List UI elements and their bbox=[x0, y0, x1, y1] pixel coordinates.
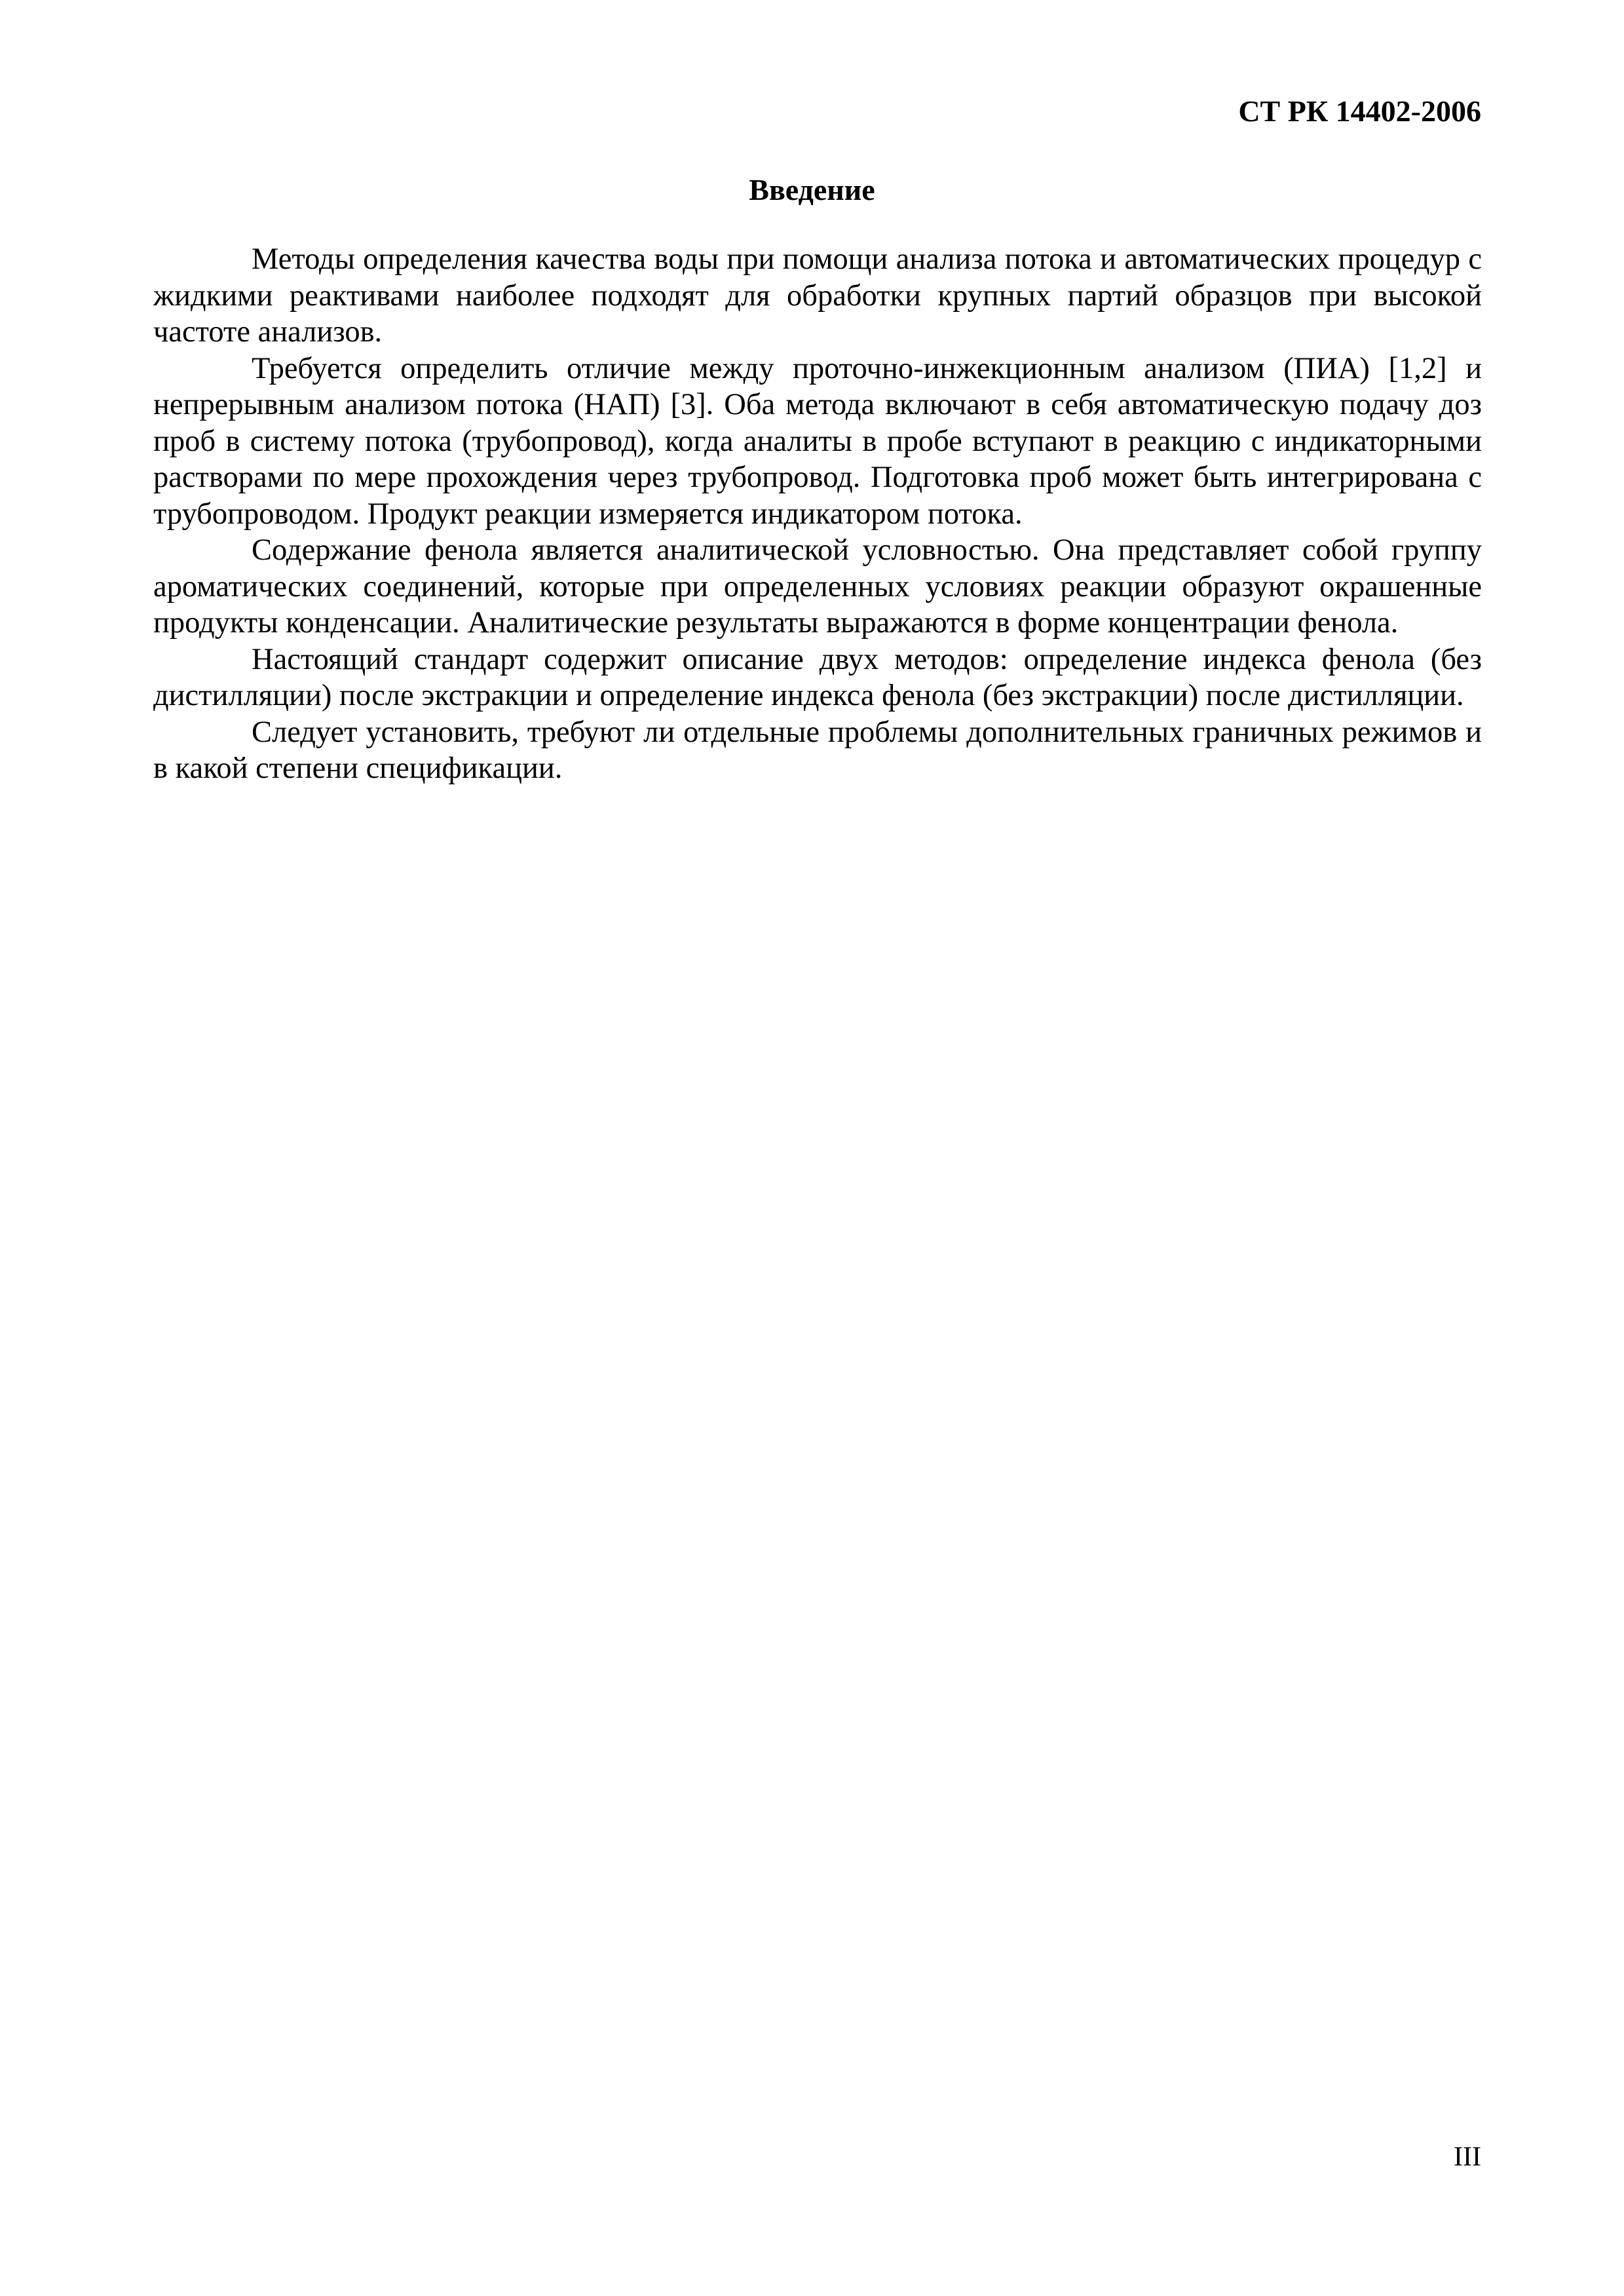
document-code: СТ РК 14402-2006 bbox=[1238, 94, 1481, 128]
paragraph-1: Методы определения качества воды при помощи анализа потока и автоматических процедур с жидкими реактивами наиболее подходят для обработки крупных партий образцов при высокой частоте анализов. bbox=[153, 242, 1482, 349]
paragraph-3: Содержание фенола является аналитической условностью. Она представляет собой группу ароматических соединений, которые при определенных условиях реакции образуют окрашенные продукты конденсации. Аналитические результаты выражаются в форме концентрации фенола. bbox=[153, 533, 1482, 640]
paragraph-2: Требуется определить отличие между проточно-инжекционным анализом (ПИА) [1,2] и непрерывным анализом потока (НАП) [3]. Оба метода включают в себя автоматическую подачу доз проб в систему потока (трубопровод), когда аналиты в пробе вступают в реакцию с индикаторными растворами по мере прохождения через трубопровод. Подготовка проб может быть интегрирована с трубопроводом. Продукт реакции измеряется индикатором потока. bbox=[153, 351, 1482, 531]
section-title: Введение bbox=[749, 173, 875, 206]
body-text bbox=[153, 241, 1482, 787]
paragraph-4: Настоящий стандарт содержит описание двух методов: определение индекса фенола (без дистилляции) после экстракции и определение индекса фенола (без экстракции) после дистилляции. bbox=[153, 642, 1482, 712]
page-number: III bbox=[1454, 2142, 1481, 2172]
paragraph-5: Следует установить, требуют ли отдельные проблемы дополнительных граничных режимов и в какой степени спецификации. bbox=[153, 715, 1482, 785]
